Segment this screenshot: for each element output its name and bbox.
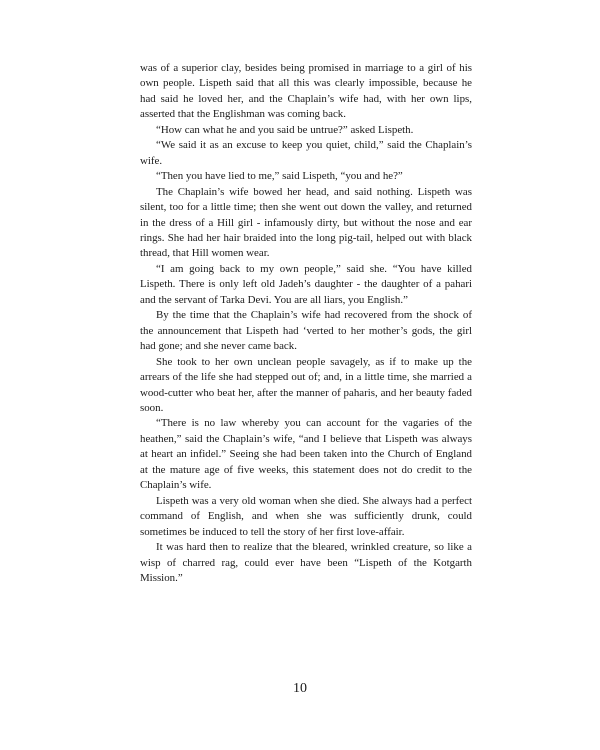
paragraph: “We said it as an excuse to keep you quiet, child,” said the Chaplain’s wife. [140,139,472,167]
paragraph: “I am going back to my own people,” said she. “You have killed Lispeth. There is only left old Jadeh’s daughter - the daughter of a pahari and the servant of Tarka Devi. You are all liars, you English.” [140,262,472,306]
paragraph: The Chaplain’s wife bowed her head, and said nothing. Lispeth was silent, too for a little time; then she went out down the valley, and returned in the dress of a Hill girl - infamously dirty, but without the nose and ear rings. She had her hair braided into the long pig-tail, helped out with black thread, that Hill women wear. [140,185,472,260]
paragraph: “Then you have lied to me,” said Lispeth, “you and he?” [156,170,403,183]
page-number: 10 [293,681,307,696]
paragraph: “There is no law whereby you can account for the vagaries of the heathen,” said the Chaplain’s wife, “and I believe that Lispeth was always at heart an infidel.” Seeing she had been taken into the Church of England at the mature age of five weeks, this statement does not do credit to the Chaplain’s wife. [140,417,472,492]
paragraph: By the time that the Chaplain’s wife had recovered from the shock of the announcement that Lispeth had ‘verted to her mother’s gods, the girl had gone; and she never came back. [140,309,472,353]
paragraph: “How can what he and you said be untrue?” asked Lispeth. [156,123,414,136]
body-text [140,61,472,586]
paragraph: It was hard then to realize that the bleared, wrinkled creature, so like a wisp of charred rag, could ever have been “Lispeth of the Kotgarth Mission.” [140,541,472,584]
paragraph: was of a superior clay, besides being promised in marriage to a girl of his own people. Lispeth said that all this was clearly impossible, because he had said he loved her, and the Chaplain’s wife had, with her own lips, asserted that the Englishman was coming back. [140,62,472,121]
paragraph: Lispeth was a very old woman when she died. She always had a perfect command of English, and when she was sufficiently drunk, could sometimes be induced to tell the story of her first love-affair. [140,494,472,538]
paragraph: She took to her own unclean people savagely, as if to make up the arrears of the life she had stepped out of; and, in a little time, she married a wood-cutter who beat her, after the manner of paharis, and her beauty faded soon. [140,355,472,414]
